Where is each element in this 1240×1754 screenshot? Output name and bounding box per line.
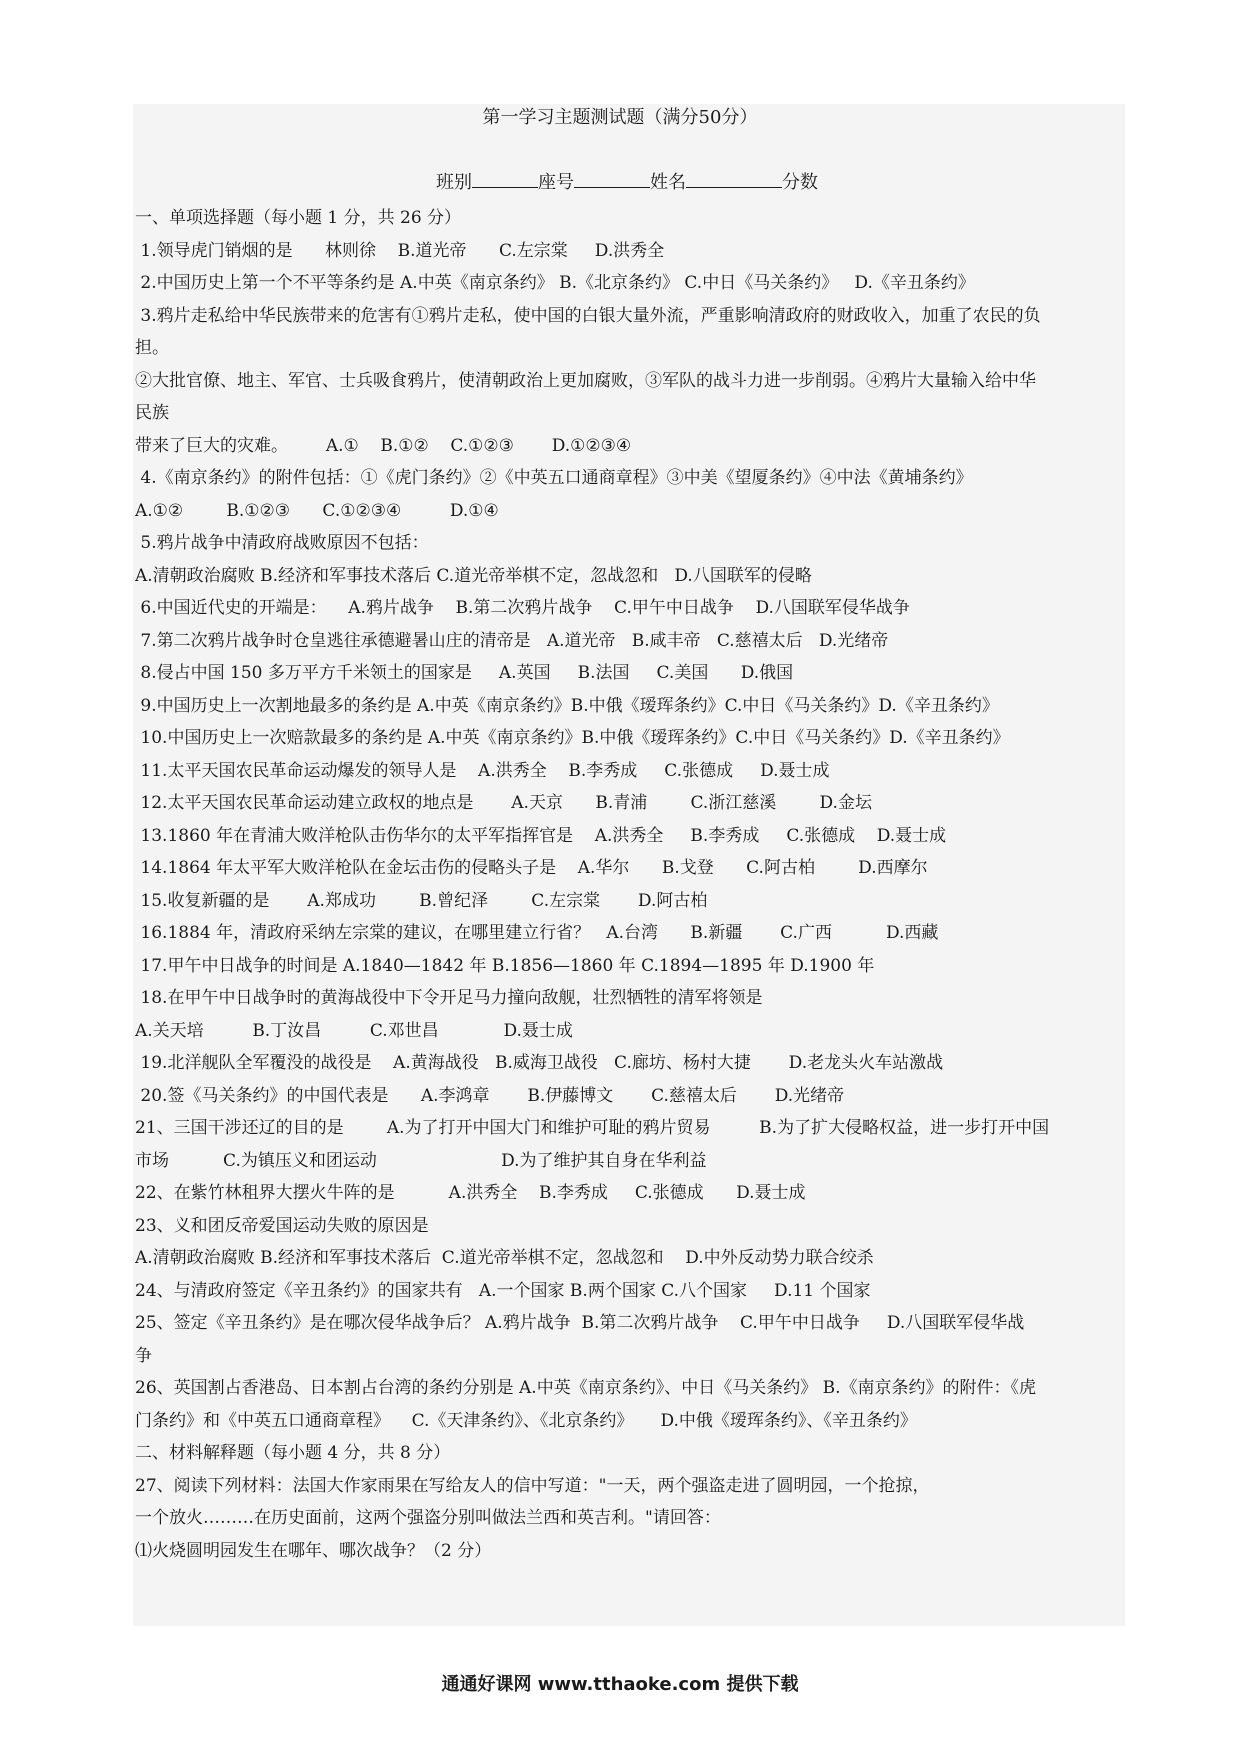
text-line: 担。 <box>135 338 169 358</box>
text-line: 27、阅读下列材料：法国大作家雨果在写给友人的信中写道："一天，两个强盗走进了圆明园，一个抢掠， <box>135 1475 930 1496</box>
student-info-line <box>436 168 818 194</box>
text-line: 18.在甲午中日战争时的黄海战役中下令开足马力撞向敌舰，壮烈牺牲的清军将领是 <box>135 988 763 1008</box>
text-line: ⑴火烧圆明园发生在哪年、哪次战争？（2 分） <box>135 1540 492 1561</box>
text-line: 一、单项选择题（每小题 1 分，共 26 分） <box>135 208 462 228</box>
text-line: 8.侵占中国 150 多万平方千米领土的国家是 A.英国 B.法国 C.美国 D.俄国 <box>135 663 794 683</box>
text-line: 一个放火………在历史面前，这两个强盗分别叫做法兰西和英吉利。"请回答： <box>135 1508 721 1528</box>
text-line: 3.鸦片走私给中华民族带来的危害有①鸦片走私，使中国的白银大量外流，严重影响清政府的财政收入，加重了农民的负 <box>135 305 1041 326</box>
text-line: 4.《南京条约》的附件包括：①《虎门条约》②《中英五口通商章程》③中美《望厦条约》④中法《黄埔条约》 <box>135 468 973 488</box>
text-line: 21、三国干涉还辽的目的是 A.为了打开中国大门和维护可耻的鸦片贸易 B.为了扩大侵略权益，进一步打开中国 <box>135 1118 1050 1138</box>
text-line: 19.北洋舰队全军覆没的战役是 A.黄海战役 B.威海卫战役 C.廊坊、杨村大捷 D.老龙头火车站激战 <box>135 1053 944 1073</box>
text-line: 争 <box>135 1345 152 1366</box>
seat-blank <box>574 169 650 188</box>
text-line: 5.鸦片战争中清政府战败原因不包括： <box>135 533 429 553</box>
text-line: 6.中国近代史的开端是： A.鸦片战争 B.第二次鸦片战争 C.甲午中日战争 D.八国联军侵华战争 <box>135 598 910 618</box>
name-blank <box>686 169 782 188</box>
text-line: 23、义和团反帝爱国运动失败的原因是 <box>135 1215 429 1236</box>
text-line: 二、材料解释题（每小题 4 分，共 8 分） <box>135 1443 451 1463</box>
text-line: 门条约》和《中英五口通商章程》 C.《天津条约》、《北京条约》 D.中俄《瑷珲条约》、《辛丑条约》 <box>135 1410 917 1431</box>
footer-credit: 通通好课网 www.tthaoke.com 提供下载 <box>441 1674 799 1695</box>
text-line: A.①② B.①②③ C.①②③④ D.①④ <box>135 500 499 521</box>
text-line: 17.甲午中日战争的时间是 A.1840—1842 年 B.1856—1860 年 C.1894—1895 年 D.1900 年 <box>135 955 875 976</box>
text-line: 民族 <box>135 403 169 423</box>
text-line: 22、在紫竹林租界大摆火牛阵的是 A.洪秀全 B.李秀成 C.张德成 D.聂士成 <box>135 1183 806 1203</box>
text-line: 16.1884 年，清政府采纳左宗棠的建议，在哪里建立行省？ A.台湾 B.新疆 C.广西 D.西藏 <box>135 923 939 943</box>
text-line: 24、与清政府签定《辛丑条约》的国家共有 A.一个国家 B.两个国家 C.八个国家 D.11 个国家 <box>135 1280 871 1301</box>
text-line: 10.中国历史上一次赔款最多的条约是 A.中英《南京条约》B.中俄《瑷珲条约》C.中日《马关条约》D.《辛丑条约》 <box>135 728 1010 748</box>
name-label: 姓名 <box>650 172 686 193</box>
text-line: A.清朝政治腐败 B.经济和军事技术落后 C.道光帝举棋不定，忽战忽和 D.中外反动势力联合绞杀 <box>135 1248 874 1268</box>
text-line: 11.太平天国农民革命运动爆发的领导人是 A.洪秀全 B.李秀成 C.张德成 D.聂士成 <box>135 760 830 781</box>
seat-label: 座号 <box>538 172 574 193</box>
class-blank <box>472 169 538 188</box>
text-line: 12.太平天国农民革命运动建立政权的地点是 A.天京 B.青浦 C.浙江慈溪 D.金坛 <box>135 793 872 813</box>
text-line: 1.领导虎门销烟的是 林则徐 B.道光帝 C.左宗棠 D.洪秀全 <box>135 240 665 261</box>
text-line: 14.1864 年太平军大败洋枪队在金坛击伤的侵略头子是 A.华尔 B.戈登 C.阿古柏 D.西摩尔 <box>135 858 928 878</box>
text-line: 7.第二次鸦片战争时仓皇逃往承德避暑山庄的清帝是 A.道光帝 B.咸丰帝 C.慈禧太后 D.光绪帝 <box>135 630 889 651</box>
text-line: 9.中国历史上一次割地最多的条约是 A.中英《南京条约》B.中俄《瑷珲条约》C.中日《马关条约》D.《辛丑条约》 <box>135 695 999 716</box>
text-line: A.清朝政治腐败 B.经济和军事技术落后 C.道光帝举棋不定，忽战忽和 D.八国联军的侵略 <box>135 565 812 586</box>
text-line: ②大批官僚、地主、军官、士兵吸食鸦片，使清朝政治上更加腐败，③军队的战斗力进一步削弱。④鸦片大量输入给中华 <box>135 370 1036 391</box>
page-title: 第一学习主题测试题（满分50分） <box>482 107 758 128</box>
text-line: 26、英国割占香港岛、日本割占台湾的条约分别是 A.中英《南京条约》、中日《马关条约》 B.《南京条约》的附件：《虎 <box>135 1378 1037 1398</box>
text-line: A.关天培 B.丁汝昌 C.邓世昌 D.聂士成 <box>135 1020 573 1041</box>
text-line: 13.1860 年在青浦大败洋枪队击伤华尔的太平军指挥官是 A.洪秀全 B.李秀成 C.张德成 D.聂士成 <box>135 825 947 846</box>
score-label: 分数 <box>782 172 818 193</box>
text-line: 20.签《马关条约》的中国代表是 A.李鸿章 B.伊藤博文 C.慈禧太后 D.光绪帝 <box>135 1085 845 1106</box>
exam-content <box>135 202 1120 1567</box>
text-line: 2.中国历史上第一个不平等条约是 A.中英《南京条约》 B.《北京条约》 C.中日《马关条约》 D.《辛丑条约》 <box>135 273 975 293</box>
class-label: 班别 <box>436 172 472 193</box>
text-line: 市场 C.为镇压义和团运动 D.为了维护其自身在华利益 <box>135 1150 707 1171</box>
text-line: 15.收复新疆的是 A.郑成功 B.曾纪泽 C.左宗棠 D.阿古柏 <box>135 890 708 911</box>
text-line: 带来了巨大的灾难。 A.① B.①② C.①②③ D.①②③④ <box>135 435 632 456</box>
text-line: 25、签定《辛丑条约》是在哪次侵华战争后？ A.鸦片战争 B.第二次鸦片战争 C.甲午中日战争 D.八国联军侵华战 <box>135 1313 1025 1333</box>
